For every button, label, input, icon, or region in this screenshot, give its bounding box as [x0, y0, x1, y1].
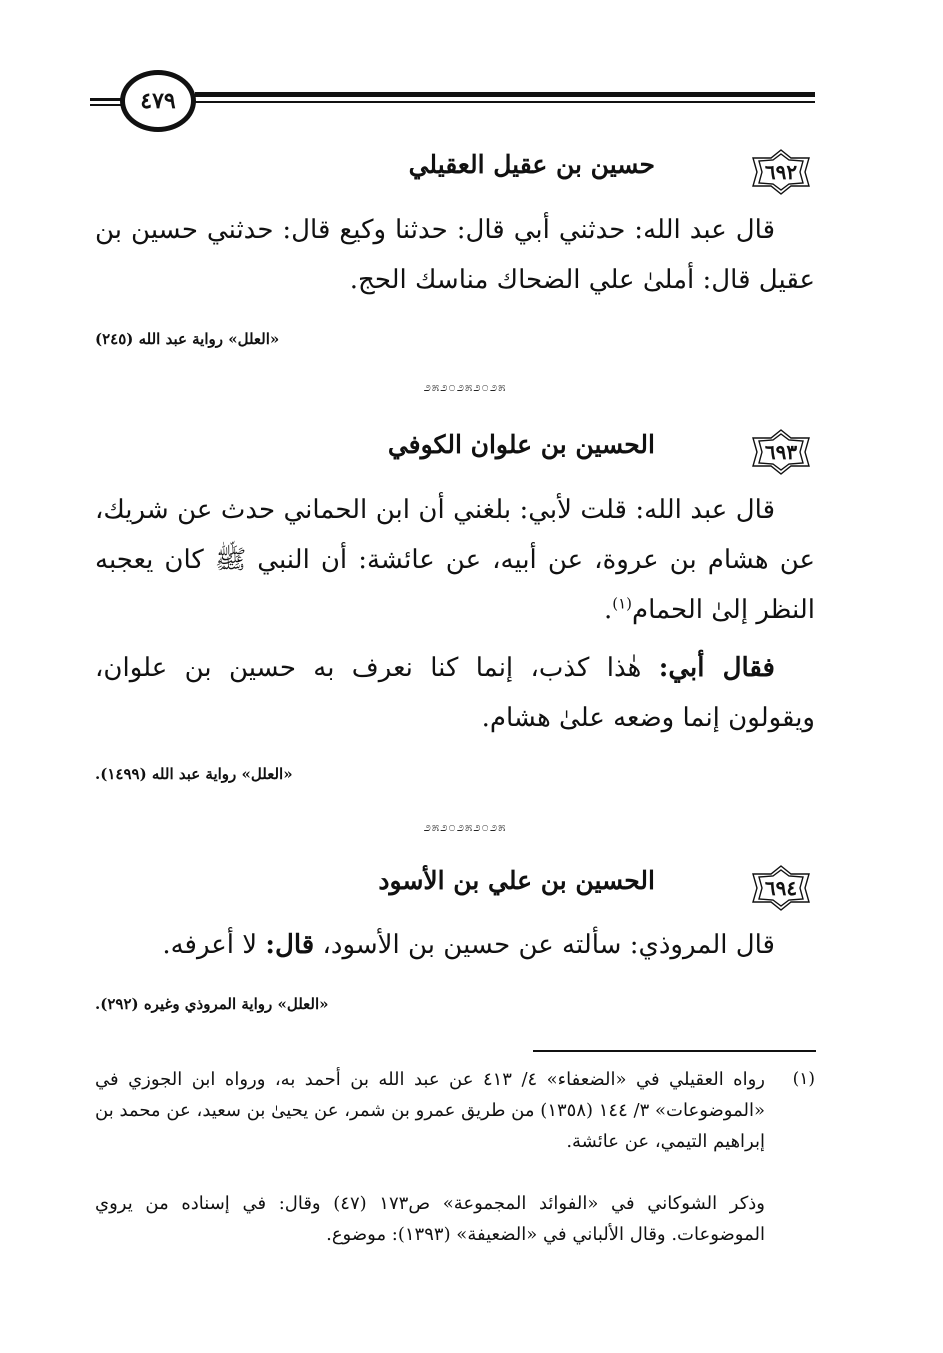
entry-text-body: هٰذا كذب، إنما كنا نعرف به حسين بن علوان، ويقولون إنما وضعه علىٰ هشام.	[95, 653, 815, 733]
header-rule-thin	[195, 101, 815, 103]
entry-title: حسين بن عقيل العقيلي	[408, 150, 655, 179]
entry-text-end: لا أعرفه.	[162, 930, 266, 960]
entry-text	[95, 643, 815, 743]
entry-header	[115, 428, 815, 478]
entry-source: «العلل» رواية عبد الله (٢٤٥)	[95, 330, 280, 348]
entry-text-end: .	[603, 595, 613, 625]
page-number: ٤٧٩	[120, 70, 196, 132]
entry-number-badge	[747, 428, 815, 476]
entry-text-lead: قال:	[265, 930, 315, 960]
header-rule-thick	[195, 92, 815, 97]
entry-title: الحسين بن علوان الكوفي	[387, 430, 655, 459]
entry-source: «العلل» رواية عبد الله (١٤٩٩).	[95, 765, 293, 783]
entry-text	[95, 920, 815, 970]
entry-text	[95, 485, 815, 635]
section-divider: ೨೫೨೦೨೫೨೦೨೫	[423, 379, 507, 395]
entry-text: قال عبد الله: حدثني أبي قال: حدثنا وكيع قال: حدثني حسين بن عقيل قال: أملىٰ علي الضحاك مناسك الحج.	[95, 215, 815, 295]
section-divider: ೨೫೨೦೨೫೨೦೨೫	[423, 819, 507, 835]
entry-header	[115, 864, 815, 914]
entry-title: الحسين بن علي بن الأسود	[378, 866, 655, 895]
footnote-line: وذكر الشوكاني في «الفوائد المجموعة» ص١٧٣ (٤٧) وقال: في إسناده من يروي الموضوعات. وقال الألباني في «الضعيفة» (١٣٩٣): موضوع.	[95, 1193, 765, 1245]
entry-text-body: قال المروذي: سألته عن حسين بن الأسود،	[314, 930, 775, 960]
footnote-mark: (١)	[792, 1069, 815, 1089]
entry-header	[115, 148, 815, 198]
entry-number: ٦٩٣	[764, 440, 798, 464]
footnote	[95, 1188, 815, 1250]
entry-number-badge	[747, 864, 815, 912]
footnote-rule	[533, 1050, 816, 1052]
footnote-ref: (١)	[612, 594, 632, 613]
footnote-line: رواه العقيلي في «الضعفاء» ٤/ ٤١٣ عن عبد الله بن أحمد به، ورواه ابن الجوزي في «الموضوعات» ٣/ ١٤٤ (١٣٥٨) من طريق عمرو بن شمر، عن يحيىٰ بن سعيد، عن محمد بن إبراهيم التيمي، عن عائشة.	[95, 1069, 765, 1152]
entry-source: «العلل» رواية المروذي وغيره (٢٩٢).	[95, 995, 329, 1013]
entry-text-lead: فقال أبي:	[658, 653, 775, 683]
footnote	[95, 1064, 815, 1157]
entry-number: ٦٩٤	[764, 876, 798, 900]
entry-text-body: قال عبد الله: قلت لأبي: بلغني أن ابن الحماني حدث عن شريك، عن هشام بن عروة، عن أبيه، عن عائشة: أن النبي ﷺ كان يعجبه النظر إلىٰ الحمام	[95, 495, 815, 625]
entry-number-badge	[747, 148, 815, 196]
entry-number: ٦٩٢	[764, 160, 798, 184]
